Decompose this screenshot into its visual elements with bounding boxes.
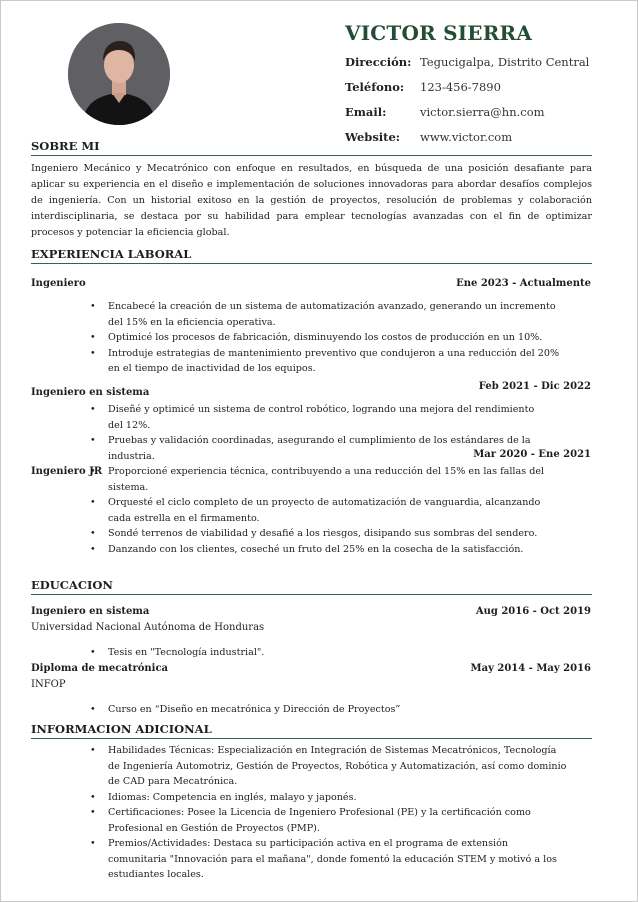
profile-photo xyxy=(68,23,170,125)
contact-label: Dirección: xyxy=(345,55,412,69)
list-item: • Pruebas y validación coordinadas, asegurando el cumplimiento de los estándares de la industria. xyxy=(108,433,548,464)
list-item: • Proporcioné experiencia técnica, contribuyendo a una reducción del 15% en las fallas del sistema. xyxy=(108,464,563,495)
job-bullets xyxy=(108,464,563,557)
contact-value: 123-456-7890 xyxy=(420,80,501,94)
section-heading-experience: EXPERIENCIA LABORAL xyxy=(31,247,592,264)
contact-value: Tegucigalpa, Distrito Central xyxy=(420,55,590,69)
list-item: • Certificaciones: Posee la Licencia de Ingeniero Profesional (PE) y la certificación como Profesional en Gestión de Proyectos (PMP). xyxy=(108,805,568,836)
contact-label: Website: xyxy=(345,130,401,144)
additional-bullets xyxy=(108,743,568,883)
contact-value[interactable]: victor.sierra@hn.com xyxy=(420,105,545,119)
list-item: • Sondé terrenos de viabilidad y desafié a los riesgos, disipando sus sombras del sendero. xyxy=(108,526,563,542)
section-heading-about: SOBRE MI xyxy=(31,139,592,156)
degree-dates: May 2014 - May 2016 xyxy=(470,663,591,674)
institution-name: INFOP xyxy=(31,679,66,690)
contact-label: Teléfono: xyxy=(345,80,405,94)
contact-value[interactable]: www.victor.com xyxy=(420,130,513,144)
contact-address xyxy=(345,55,589,69)
list-item: • Tesis en "Tecnología industrial". xyxy=(108,645,568,661)
contact-label: Email: xyxy=(345,105,387,119)
job-dates: Mar 2020 - Ene 2021 xyxy=(473,449,591,460)
degree-bullets xyxy=(108,645,568,661)
job-bullets xyxy=(108,299,568,377)
degree-title: Diploma de mecatrónica xyxy=(31,663,169,674)
job-dates: Ene 2023 - Actualmente xyxy=(456,278,591,289)
list-item: • Introduje estrategias de mantenimiento preventivo que condujeron a una reducción del 20% en el tiempo de inactividad de los equipos. xyxy=(108,346,568,377)
job-dates: Feb 2021 - Dic 2022 xyxy=(478,381,591,392)
list-item: • Optimicé los procesos de fabricación, disminuyendo los costos de producción en un 10%. xyxy=(108,330,568,346)
degree-dates: Aug 2016 - Oct 2019 xyxy=(475,606,591,617)
list-item: • Premios/Actividades: Destaca su participación activa en el programa de extensión comunitaria "Innovación para el mañana", donde fomentó la educación STEM y motivó a los estudiantes locales. xyxy=(108,836,568,883)
candidate-name: VICTOR SIERRA xyxy=(345,21,533,45)
list-item: • Idiomas: Competencia en inglés, malayo y japonés. xyxy=(108,790,568,806)
degree-title: Ingeniero en sistema xyxy=(31,606,150,617)
list-item: • Curso en “Diseño en mecatrónica y Dirección de Proyectos” xyxy=(108,702,568,718)
degree-bullets xyxy=(108,702,568,718)
section-heading-additional: INFORMACION ADICIONAL xyxy=(31,722,592,739)
contact-phone xyxy=(345,80,501,94)
list-item: • Danzando con los clientes, coseché un fruto del 25% en la cosecha de la satisfacción. xyxy=(108,542,563,558)
contact-email xyxy=(345,105,545,119)
person-portrait-icon xyxy=(68,23,170,125)
list-item: • Encabecé la creación de un sistema de automatización avanzado, generando un incremento del 15% en la eficiencia operativa. xyxy=(108,299,568,330)
job-title: Ingeniero JR xyxy=(31,466,103,477)
list-item: • Habilidades Técnicas: Especialización en Integración de Sistemas Mecatrónicos, Tecnología de Ingeniería Automotriz, Gestión de Proyectos, Robótica y Automatización, así como dominio de CAD para Mecatrónica. xyxy=(108,743,568,790)
job-title: Ingeniero xyxy=(31,278,86,289)
institution-name: Universidad Nacional Autónoma de Honduras xyxy=(31,622,265,633)
section-heading-education: EDUCACION xyxy=(31,578,592,595)
list-item: • Diseñé y optimicé un sistema de control robótico, logrando una mejora del rendimiento del 12%. xyxy=(108,402,548,433)
about-paragraph: Ingeniero Mecánico y Mecatrónico con enfoque en resultados, en búsqueda de una posición desafiante para aplicar su experiencia en el diseño e implementación de soluciones innovadoras para abordar desafíos complejos de ingeniería. Con un historial exitoso en la gestión de proyectos, resolución de problemas y colaboración interdisciplinaria, se destaca por su habilidad para emplear tecnologías avanzadas con el fin de optimizar procesos y potenciar la eficiencia global. xyxy=(31,163,592,238)
job-title: Ingeniero en sistema xyxy=(31,387,150,398)
list-item: • Orquesté el ciclo completo de un proyecto de automatización de vanguardia, alcanzando cada estrella en el firmamento. xyxy=(108,495,563,526)
